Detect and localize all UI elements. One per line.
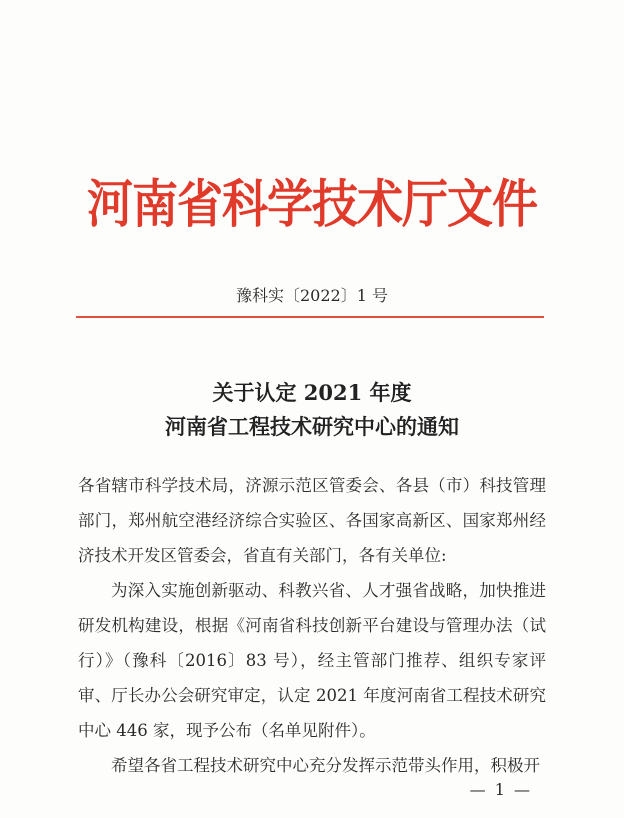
document-body <box>78 468 546 783</box>
red-divider-line <box>76 316 544 318</box>
addressees-paragraph: 各省辖市科学技术局，济源示范区管委会、各县（市）科技管理部门，郑州航空港经济综合实验区、各国家高新区、国家郑州经济技术开发区管委会，省直有关部门，各有关单位: <box>78 476 546 565</box>
title-line-2: 河南省工程技术研究中心的通知 <box>165 414 459 439</box>
body-paragraph-1: 为深入实施创新驱动、科教兴省、人才强省战略，加快推进研发机构建设，根据《河南省科技创新平台建设与管理办法（试行）》（豫科〔2016〕83 号），经主管部门推荐、组织专家评审、厅长办公会研究审定，认定 2021 年度河南省工程技术研究中心 446 家，现予公布（名单见附件）。 <box>78 581 546 740</box>
document-masthead: 河南省科学技术厅文件 <box>87 173 537 235</box>
document-title <box>0 376 624 444</box>
body-paragraph-2: 希望各省工程技术研究中心充分发挥示范带头作用，积极开 <box>111 756 540 775</box>
document-number: 豫科实〔2022〕1 号 <box>236 286 388 305</box>
title-line-1: 关于认定 2021 年度 <box>212 380 412 405</box>
page-number: — 1 — <box>469 780 532 799</box>
